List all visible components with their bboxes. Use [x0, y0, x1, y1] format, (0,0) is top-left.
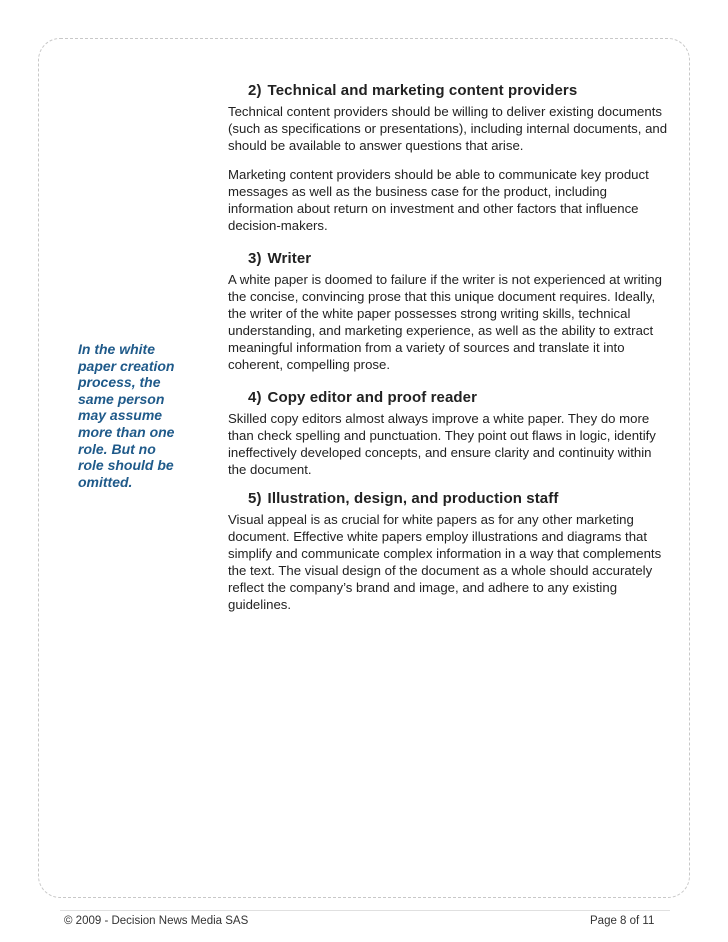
- pull-quote-callout: In the white paper creation process, the same person may assume more than one role. But no role should be omitted.: [78, 341, 175, 490]
- section-title: Technical and marketing content providers: [267, 82, 578, 99]
- section-title: Illustration, design, and production staff: [267, 490, 559, 507]
- section-heading: [248, 389, 673, 406]
- section-copy-editor: [228, 389, 673, 478]
- footer-copyright: © 2009 - Decision News Media SAS: [64, 915, 249, 927]
- footer-divider: [60, 910, 670, 911]
- footer-page-number: Page 8 of 11: [590, 915, 655, 927]
- section-heading: [248, 490, 673, 507]
- paragraph: A white paper is doomed to failure if the writer is not experienced at writing the concise, convincing prose that this unique document requires. Ideally, the writer of the white paper possesses strong writing skills, technical understanding, and marketing experience, as well as the ability to extract meaningful information from a variety of sources and translate it into coherent, compelling prose.: [228, 272, 662, 372]
- paragraph: Marketing content providers should be able to communicate key product messages as well as the business case for the product, including information about return on investment and other factors that influence decision-makers.: [228, 167, 649, 233]
- section-illustration-design: [228, 490, 673, 613]
- section-number: 3): [248, 250, 262, 267]
- section-number: 5): [248, 490, 262, 507]
- section-writer: [228, 250, 673, 373]
- section-heading: [248, 250, 673, 267]
- section-title: Writer: [267, 250, 312, 267]
- section-number: 4): [248, 389, 262, 406]
- section-title: Copy editor and proof reader: [267, 389, 478, 406]
- paragraph: Visual appeal is as crucial for white papers as for any other marketing document. Effective white papers employ illustrations and diagrams that simplify and communicate complex information in a way that complements the text. The visual design of the document as a whole should accurately reflect the company’s brand and image, and adhere to any existing guidelines.: [228, 512, 662, 612]
- section-technical-marketing: [228, 82, 673, 234]
- section-number: 2): [248, 82, 262, 99]
- main-column: [228, 82, 673, 625]
- paragraph: Technical content providers should be willing to deliver existing documents (such as specifications or presentations), including internal documents, and should be available to answer questions that arise.: [228, 104, 668, 153]
- paragraph: Skilled copy editors almost always improve a white paper. They do more than check spelling and punctuation. They point out flaws in logic, identify ineffectively developed concepts, and ensure clarity and continuity within the document.: [228, 411, 656, 477]
- section-heading: [248, 82, 673, 99]
